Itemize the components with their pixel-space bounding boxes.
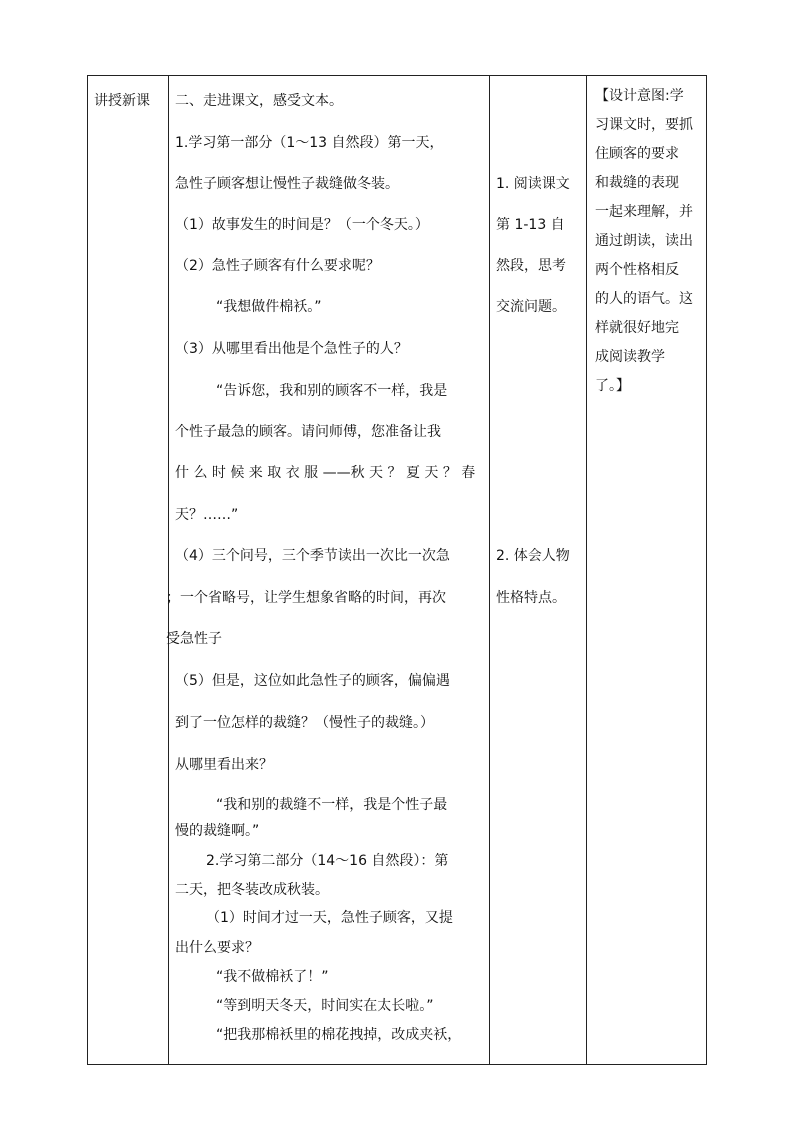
content-line: “告诉您，我和别的顾客不一样，我是: [216, 383, 448, 399]
content-line: ；一个省略号，让学生想象省略的时间，再次: [166, 590, 446, 606]
activity-line: 然段，思考: [496, 258, 566, 274]
intent-line: 一起来理解，并: [595, 204, 693, 220]
content-line: “等到明天冬天，时间实在太长啦。”: [216, 998, 434, 1014]
content-line: 二、走进课文，感受文本。: [175, 93, 343, 109]
section-label: 讲授新课: [94, 93, 150, 109]
intent-line: 【设计意图:学: [595, 88, 684, 104]
content-line: 出什么要求？: [175, 940, 259, 956]
intent-line: 习课文时，要抓: [595, 117, 693, 133]
intent-line: 通过朗读，读出: [595, 233, 693, 249]
content-line: 到了一位怎样的裁缝？（慢性子的裁缝。）: [175, 715, 434, 731]
content-line: 天？……”: [175, 507, 239, 523]
design-intent-cell: [587, 76, 707, 1064]
student-activity-cell: [490, 76, 586, 1064]
section-label-cell: [88, 76, 168, 1064]
activity-line: 交流问题。: [496, 299, 566, 315]
intent-line: 了。】: [595, 378, 630, 394]
teaching-content-cell: [166, 76, 489, 1064]
content-line: （4）三个问号，三个季节读出一次比一次急: [175, 548, 450, 564]
content-line: （5）但是，这位如此急性子的顾客，偏偏遇: [175, 673, 450, 689]
content-line: （1）故事发生的时间是？（一个冬天。）: [175, 217, 429, 233]
content-line: “我不做棉袄了！”: [216, 969, 329, 985]
intent-line: 样就很好地完: [595, 320, 679, 336]
activity-line: 2. 体会人物: [496, 548, 570, 564]
intent-line: 的人的语气。这: [595, 291, 693, 307]
content-line: （2）急性子顾客有什么要求呢？: [175, 258, 380, 274]
content-line: 1.学习第一部分（1～13 自然段）第一天，: [175, 135, 444, 151]
activity-line: 第 1-13 自: [496, 217, 565, 233]
content-line: 个性子最急的顾客。请问师傅，您准备让我: [175, 424, 441, 440]
intent-line: 和裁缝的表现: [595, 175, 679, 191]
intent-line: 住顾客的要求: [595, 146, 679, 162]
content-line: “我想做件棉袄。”: [216, 299, 322, 315]
content-line: （3）从哪里看出他是个急性子的人？: [175, 341, 408, 357]
content-line: “把我那棉袄里的棉花拽掉，改成夹袄，: [216, 1027, 462, 1043]
content-line: （1）时间才过一天，急性子顾客，又提: [206, 910, 453, 926]
content-line: 急性子顾客想让慢性子裁缝做冬装。: [175, 176, 399, 192]
content-line: 慢的裁缝啊。”: [175, 823, 260, 839]
activity-line: 性格特点。: [496, 590, 566, 606]
content-line: 2.学习第二部分（14～16 自然段）：第: [206, 853, 449, 869]
content-line: 受急性子: [166, 631, 222, 647]
intent-line: 成阅读教学: [595, 349, 665, 365]
content-line: “我和别的裁缝不一样，我是个性子最: [216, 797, 448, 813]
content-line: 二天，把冬装改成秋装。: [175, 882, 329, 898]
content-line: 从哪里看出来？: [175, 757, 273, 773]
activity-line: 1. 阅读课文: [496, 176, 570, 192]
intent-line: 两个性格相反: [595, 262, 679, 278]
content-line: 什 么 时 候 来 取 衣 服 ——秋 天 ？ 夏 天 ？ 春: [175, 465, 476, 481]
lesson-plan-table: [87, 75, 707, 1065]
